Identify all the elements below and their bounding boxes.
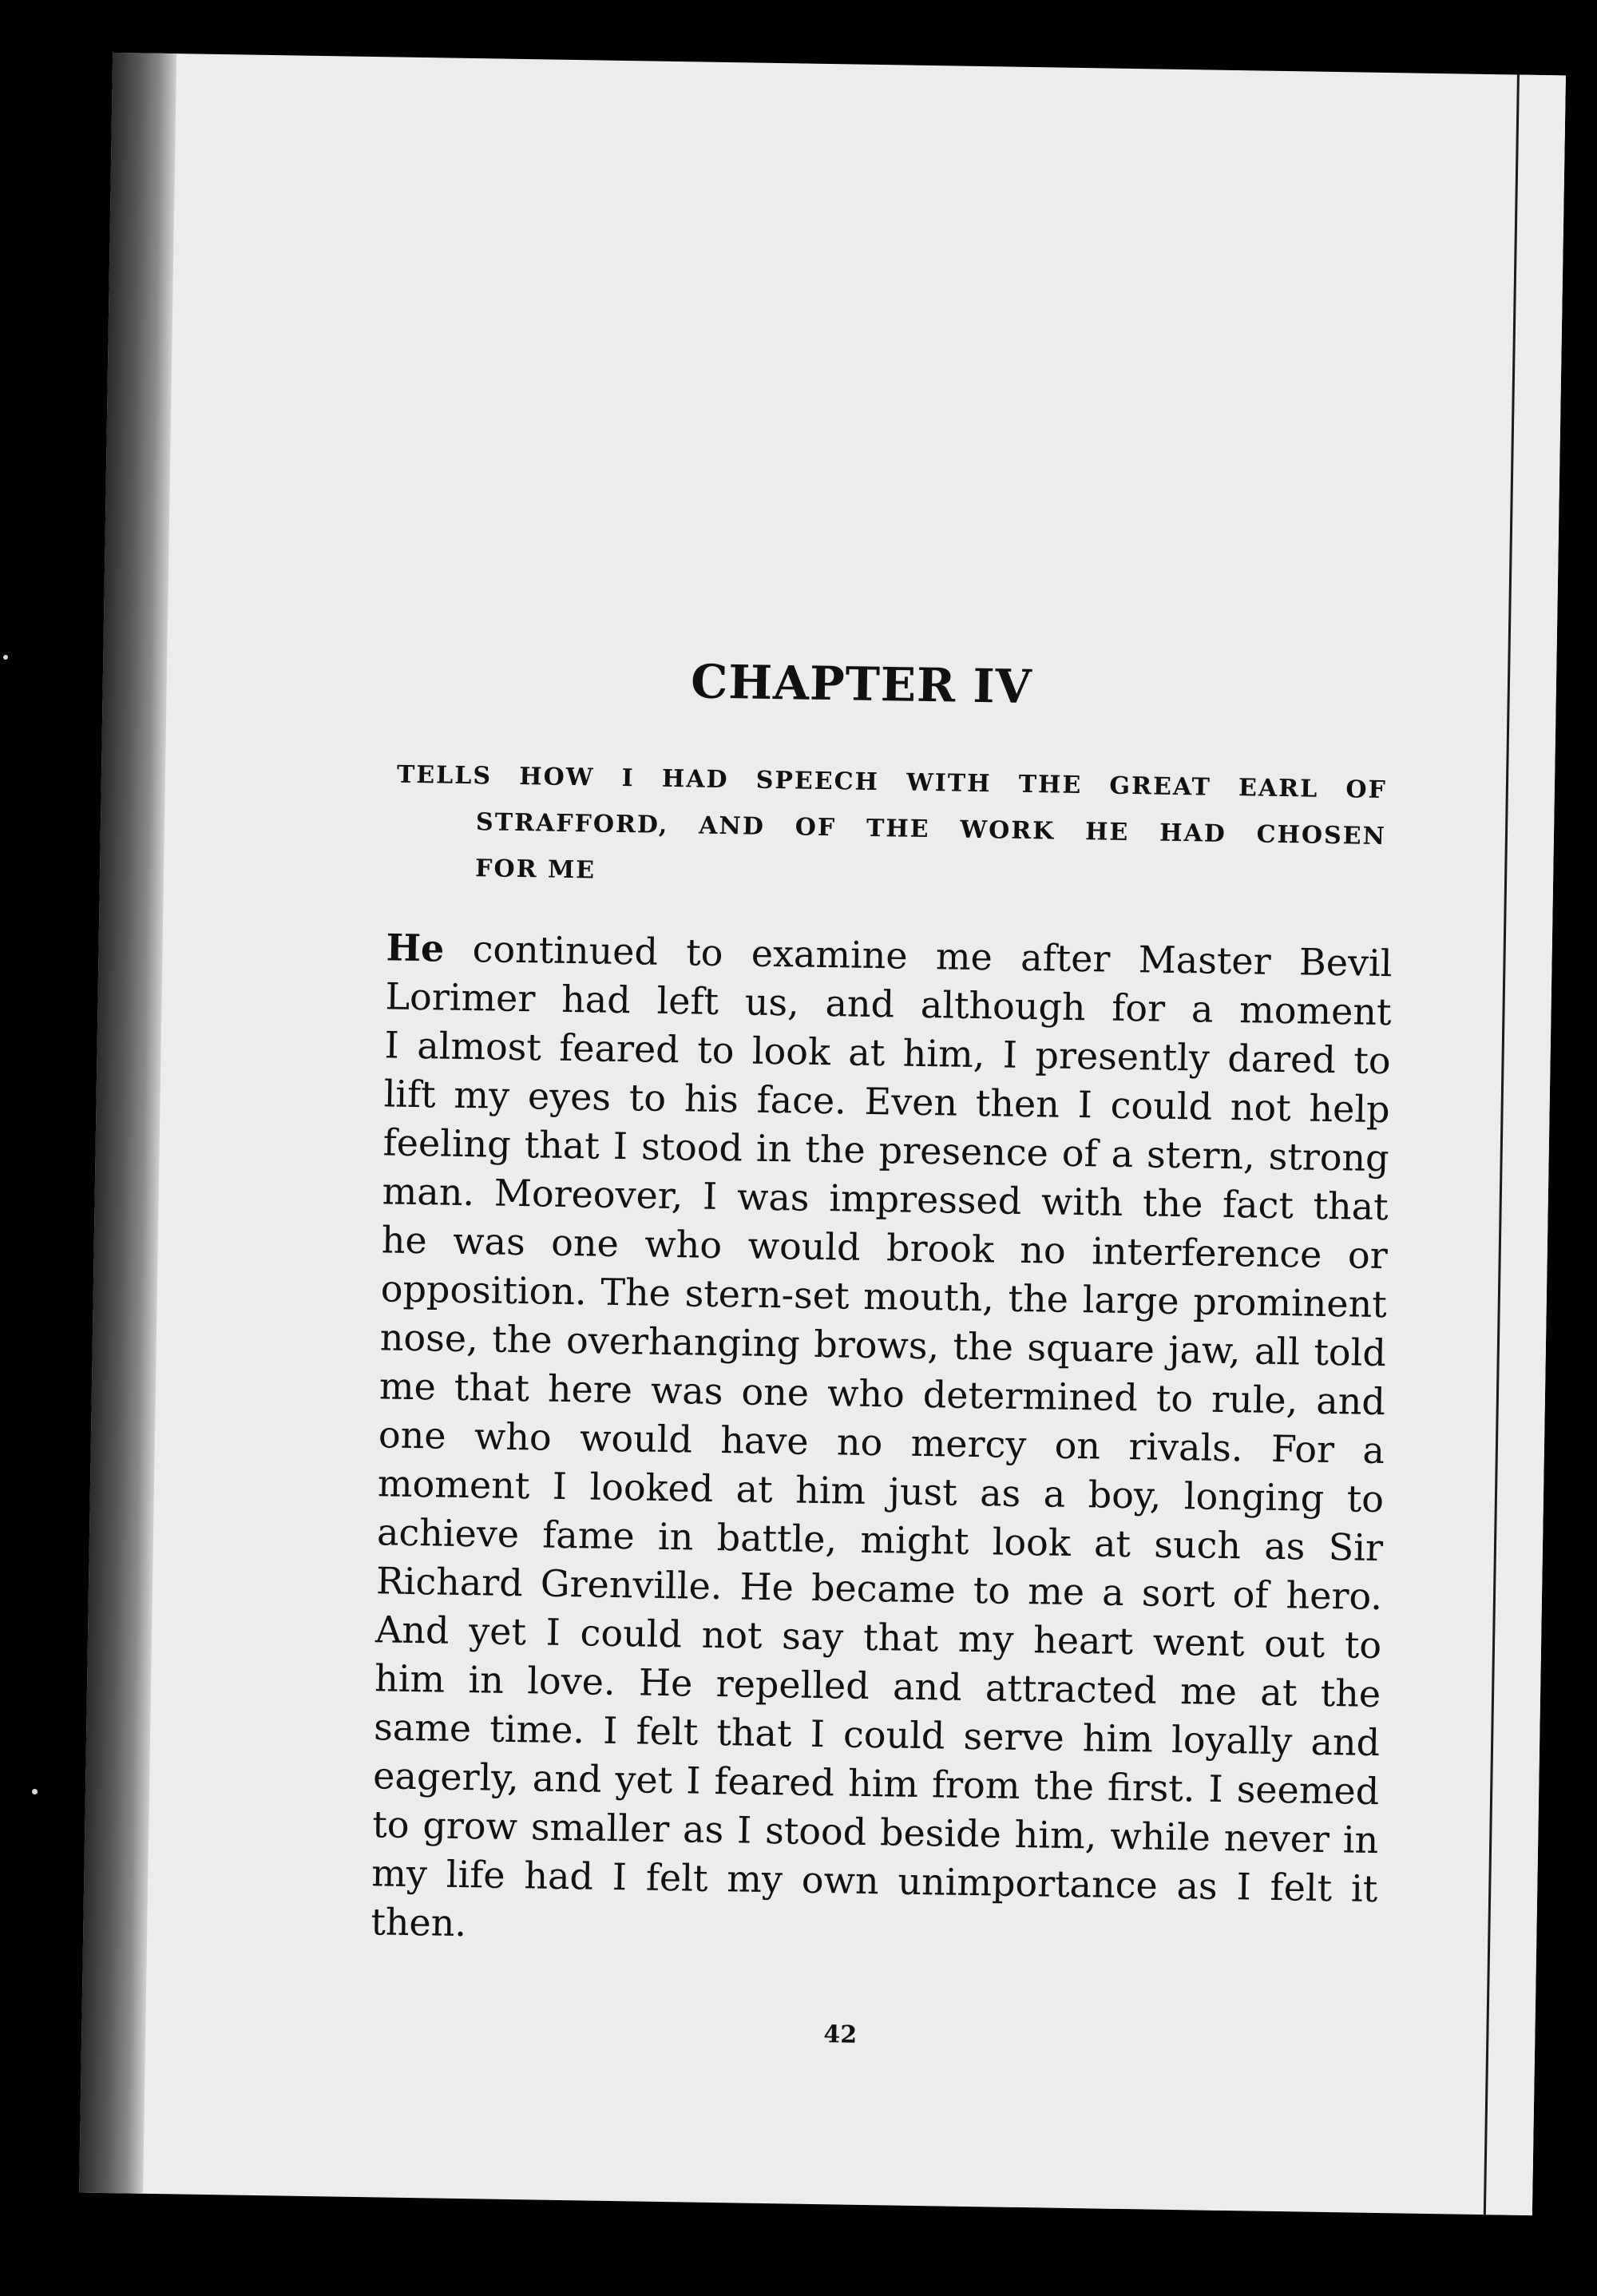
- body-line: same time. I felt that I could serve him loyally and: [373, 1705, 1381, 1765]
- body-line: Lorimer had left us, and although for a moment: [385, 974, 1392, 1034]
- synopsis-line: TELLS HOW I HAD SPEECH WITH THE GREAT EARL OF: [396, 760, 1388, 805]
- body-line: eagerly, and yet I feared him from the first. I seemed: [372, 1754, 1380, 1814]
- page-number: 42: [823, 2020, 858, 2049]
- body-line: opposition. The stern-set mouth, the large prominent: [380, 1267, 1388, 1326]
- body-line: him in love. He repelled and attracted me at the: [374, 1656, 1381, 1716]
- body-paragraph: [371, 923, 1393, 1962]
- body-line: me that here was one who determined to rule, and: [378, 1364, 1386, 1424]
- chapter-heading: CHAPTER IV: [690, 654, 1033, 715]
- opening-word: He: [386, 926, 445, 970]
- synopsis-line: FOR ME: [474, 855, 596, 885]
- book-page: [79, 53, 1566, 2215]
- body-line: lift my eyes to his face. Even then I could not help: [383, 1072, 1390, 1132]
- chapter-synopsis: [395, 752, 1388, 906]
- body-line: then.: [371, 1900, 467, 1945]
- body-line: moment I looked at him just as a boy, longing to: [377, 1461, 1385, 1521]
- body-line: And yet I could not say that my heart went out to: [374, 1608, 1382, 1667]
- body-line: Richard Grenville. He became to me a sort of hero.: [375, 1559, 1383, 1619]
- body-line: feeling that I stood in the presence of a stern, strong: [382, 1120, 1390, 1180]
- scan-speck: [3, 655, 8, 660]
- body-line: achieve fame in battle, might look at such as Sir: [376, 1510, 1384, 1570]
- body-line: to grow smaller as I stood beside him, while never in: [371, 1802, 1379, 1862]
- synopsis-line: STRAFFORD, AND OF THE WORK HE HAD CHOSEN: [475, 808, 1387, 851]
- body-line: one who would have no mercy on rivals. For a: [378, 1413, 1385, 1473]
- body-line: man. Moreover, I was impressed with the fact that: [382, 1169, 1389, 1229]
- body-line: I almost feared to look at him, I presently dared to: [384, 1023, 1391, 1083]
- book-gutter-shadow: [79, 53, 176, 2194]
- body-line: he was one who would brook no interference or: [381, 1218, 1389, 1278]
- scan-speck: [32, 1789, 38, 1794]
- next-page-edge: [1484, 75, 1566, 2216]
- body-line-text: continued to examine me after Master Bevil: [443, 926, 1393, 985]
- body-line: my life had I felt my own unimportance as I felt it: [371, 1851, 1378, 1911]
- body-line: nose, the overhanging brows, the square jaw, all told: [379, 1315, 1387, 1375]
